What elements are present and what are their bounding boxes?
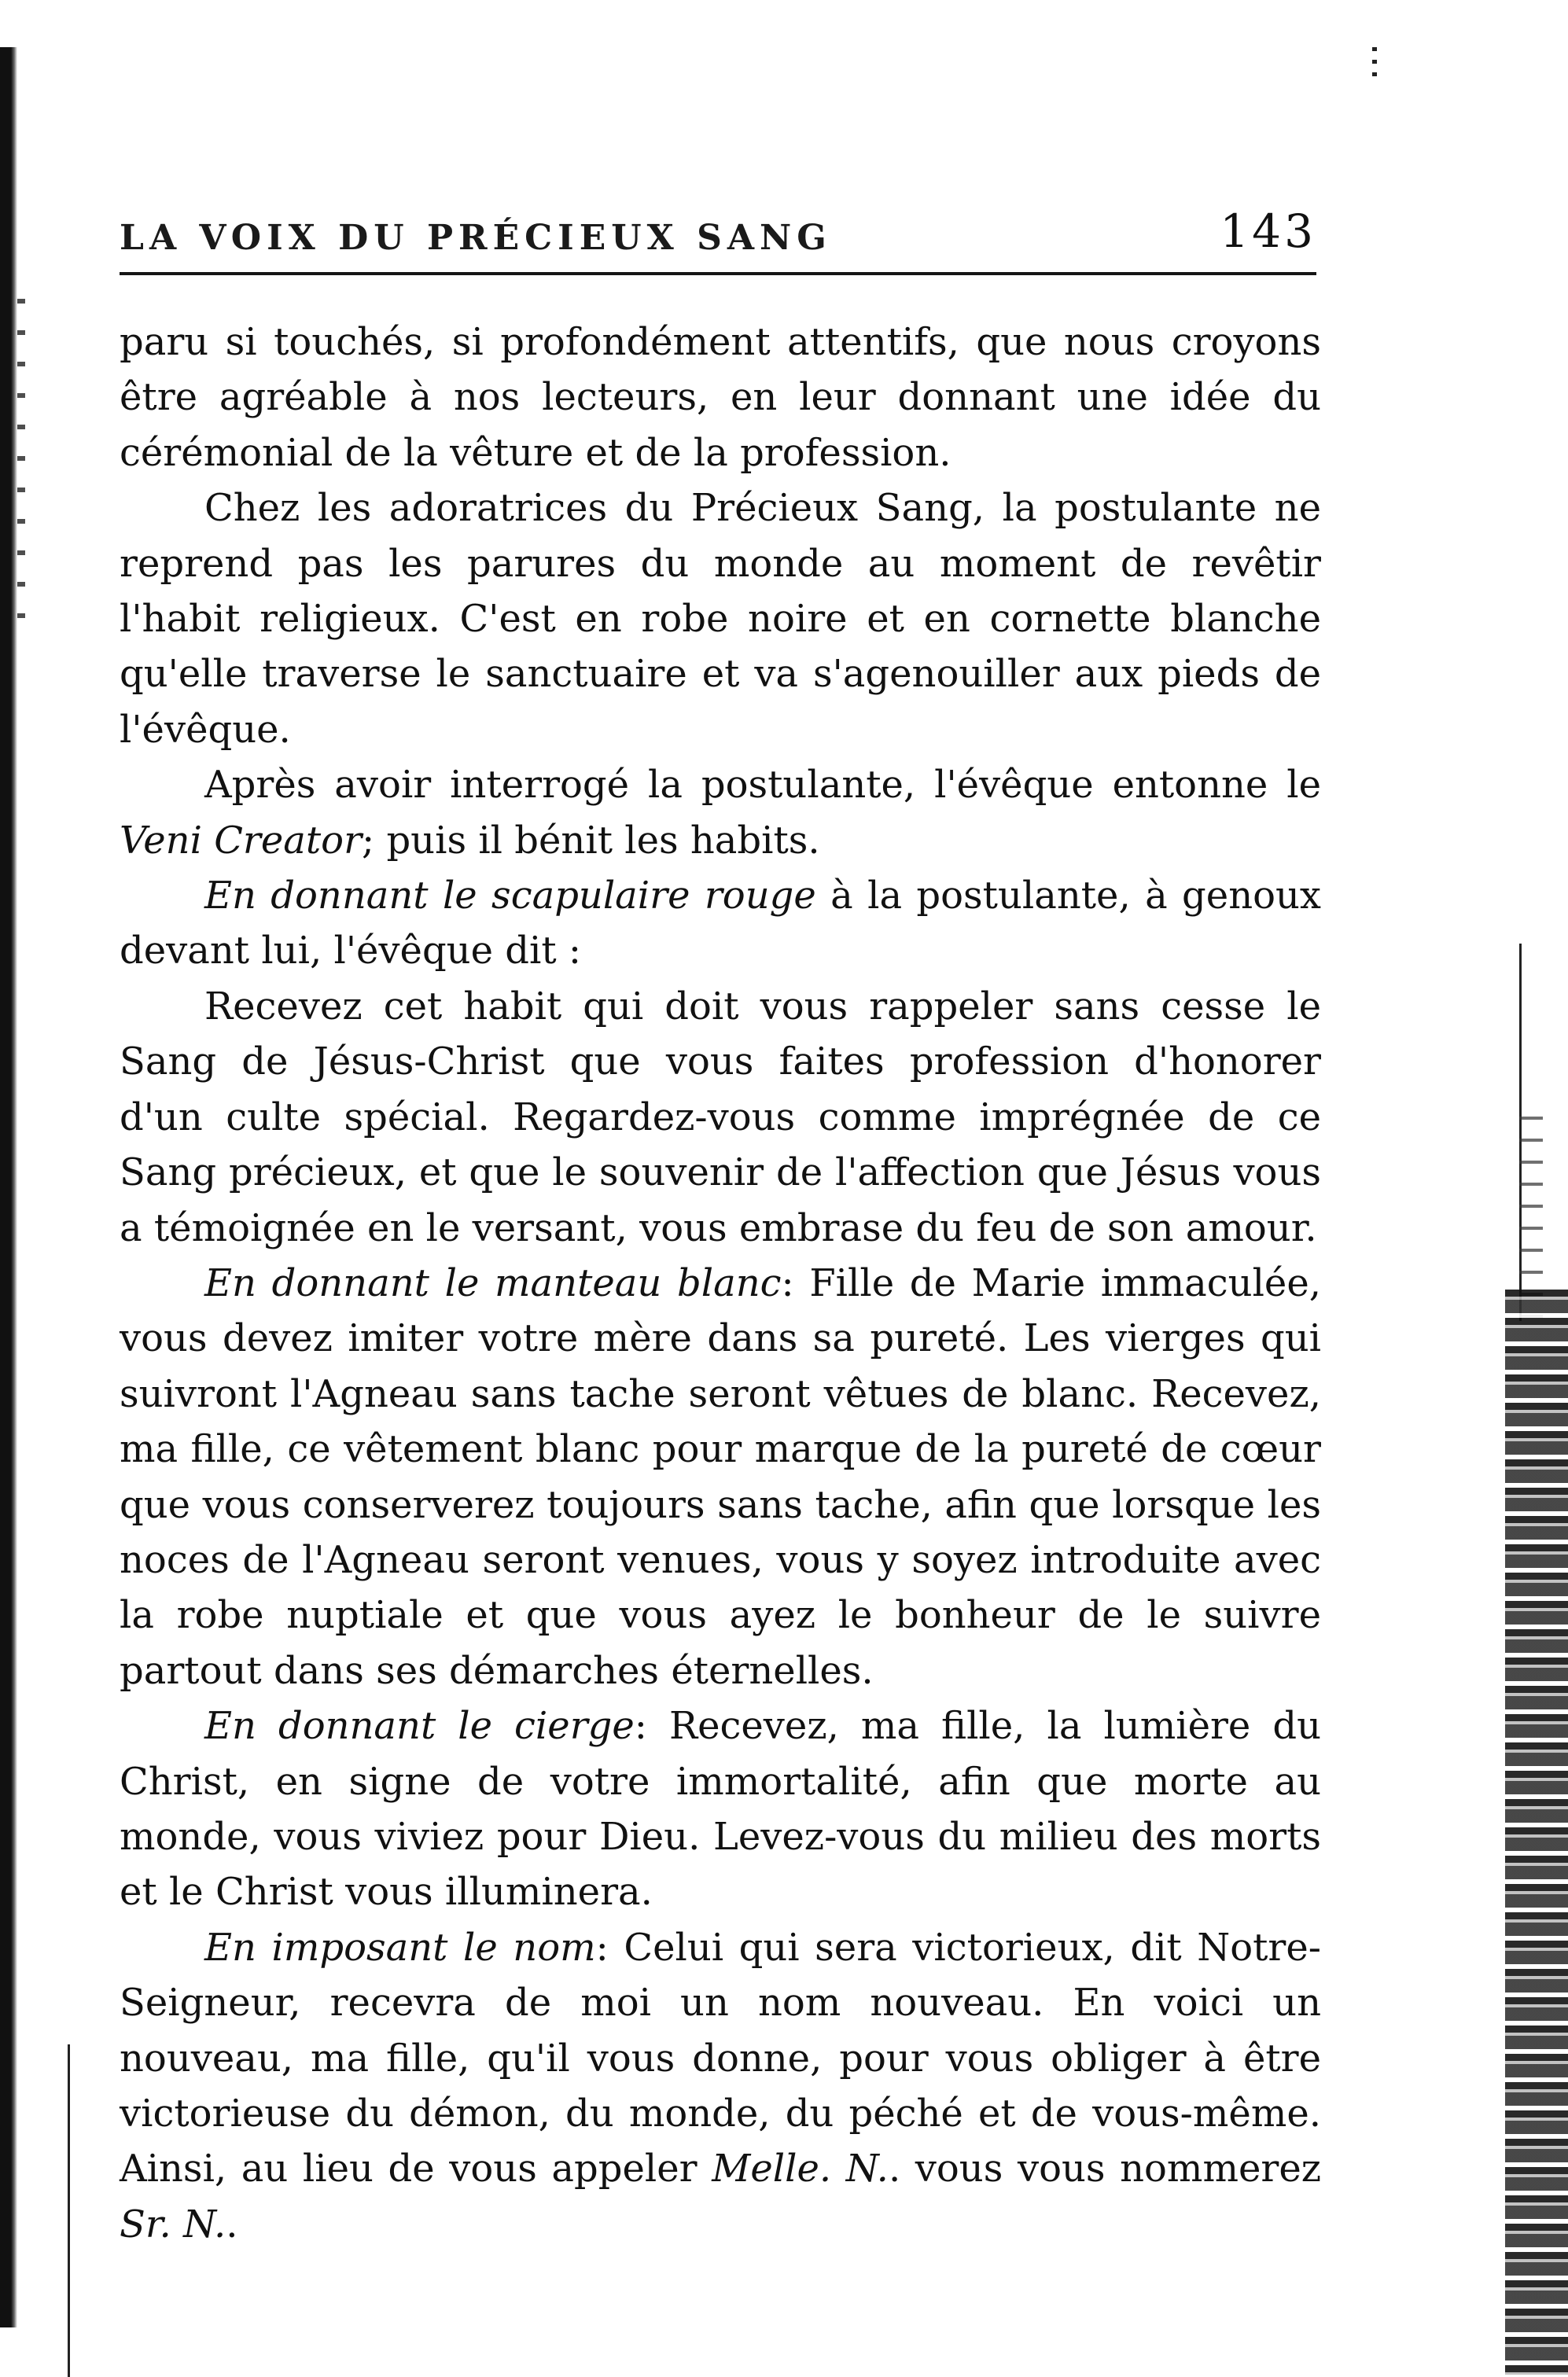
paragraph-3	[120, 757, 1321, 868]
paragraph-3-tail: ; puis il bénit les habits.	[362, 818, 820, 863]
page-number: 143	[1220, 204, 1316, 258]
paragraph-1: paru si touchés, si profondément attentifs, que nous croyons être agréable à nos lecteurs, en leur donnant une idée du cérémonial de la vêture et de la profession.	[120, 320, 1321, 475]
paragraph-8-end: .	[226, 2202, 238, 2246]
paragraph-6-text: : Fille de Marie immaculée, vous devez imiter votre mère dans sa pureté. Les vierges qui suivront l'Agneau sans tache seront vêtues de blanc. Recevez, ma fille, ce vêtement blanc pour marque de la pureté de cœur que vous conserverez toujours sans tache, afin que lorsque les noces de l'Agneau seront venues, vous y soyez introduite avec la robe nuptiale et que vous ayez le bonheur de le suivre partout dans ses démarches éternelles.	[120, 1260, 1321, 1693]
paragraph-8	[120, 1920, 1321, 2252]
paragraph-7-text: : Recevez, ma fille, la lumière du Christ, en signe de votre immortalité, afin que morte au monde, vous viviez pour Dieu. Levez-vous du milieu des morts et le Christ vous illuminera.	[120, 1704, 1322, 1915]
paragraph-2: Chez les adoratrices du Précieux Sang, la postulante ne reprend pas les parures du monde au moment de revêtir l'habit religieux. C'est en robe noire et en cornette blanche qu'elle traverse le sanctuaire et va s'agenouiller aux pieds de l'évêque.	[120, 486, 1321, 752]
paragraph-8-mid: . vous vous nommerez	[888, 2147, 1322, 2191]
paragraph-7	[120, 1698, 1321, 1920]
header-rule	[120, 272, 1316, 275]
manteau-italic: En donnant le manteau blanc	[204, 1260, 782, 1305]
scan-left-edge	[0, 47, 17, 2327]
page-header	[120, 187, 1316, 258]
paragraph-4-text: à la postulante, à genoux devant lui, l'évêque dit :	[120, 874, 1321, 973]
scan-right-edge	[1505, 1290, 1568, 2375]
scan-top-noise	[1372, 47, 1377, 79]
soeur-italic: Sr. N.	[120, 2202, 226, 2246]
scan-bottom-line	[68, 2044, 70, 2377]
melle-italic: Melle. N.	[712, 2147, 889, 2191]
paragraph-8-text: : Celui qui sera victorieux, dit Notre-Seigneur, recevra de moi un nom nouveau. En voici un nouveau, ma fille, qu'il vous donne, pour vous obliger à être victorieuse du démon, du monde, du péché et de vous-même. Ainsi, au lieu de vous appeler	[120, 1925, 1322, 2191]
paragraph-3-text: Après avoir interrogé la postulante, l'évêque entonne le	[204, 763, 1321, 808]
paragraph-5: Recevez cet habit qui doit vous rappeler sans cesse le Sang de Jésus-Christ que vous faites profession d'honorer d'un culte spécial. Regardez-vous comme imprégnée de ce Sang précieux, et que le souvenir de l'affection que Jésus vous a témoignée en le versant, vous embrase du feu de son amour.	[120, 984, 1321, 1250]
scapulaire-italic: En donnant le scapulaire rouge	[204, 874, 816, 918]
nom-italic: En imposant le nom	[204, 1925, 596, 1970]
cierge-italic: En donnant le cierge	[204, 1704, 635, 1749]
paragraph-6	[120, 1256, 1321, 1698]
scan-left-noise	[17, 299, 25, 629]
running-head: LA VOIX DU PRÉCIEUX SANG	[120, 218, 832, 258]
paragraph-4	[120, 868, 1321, 979]
body-text	[120, 315, 1321, 2252]
veni-creator-italic: Veni Creator	[120, 818, 363, 863]
